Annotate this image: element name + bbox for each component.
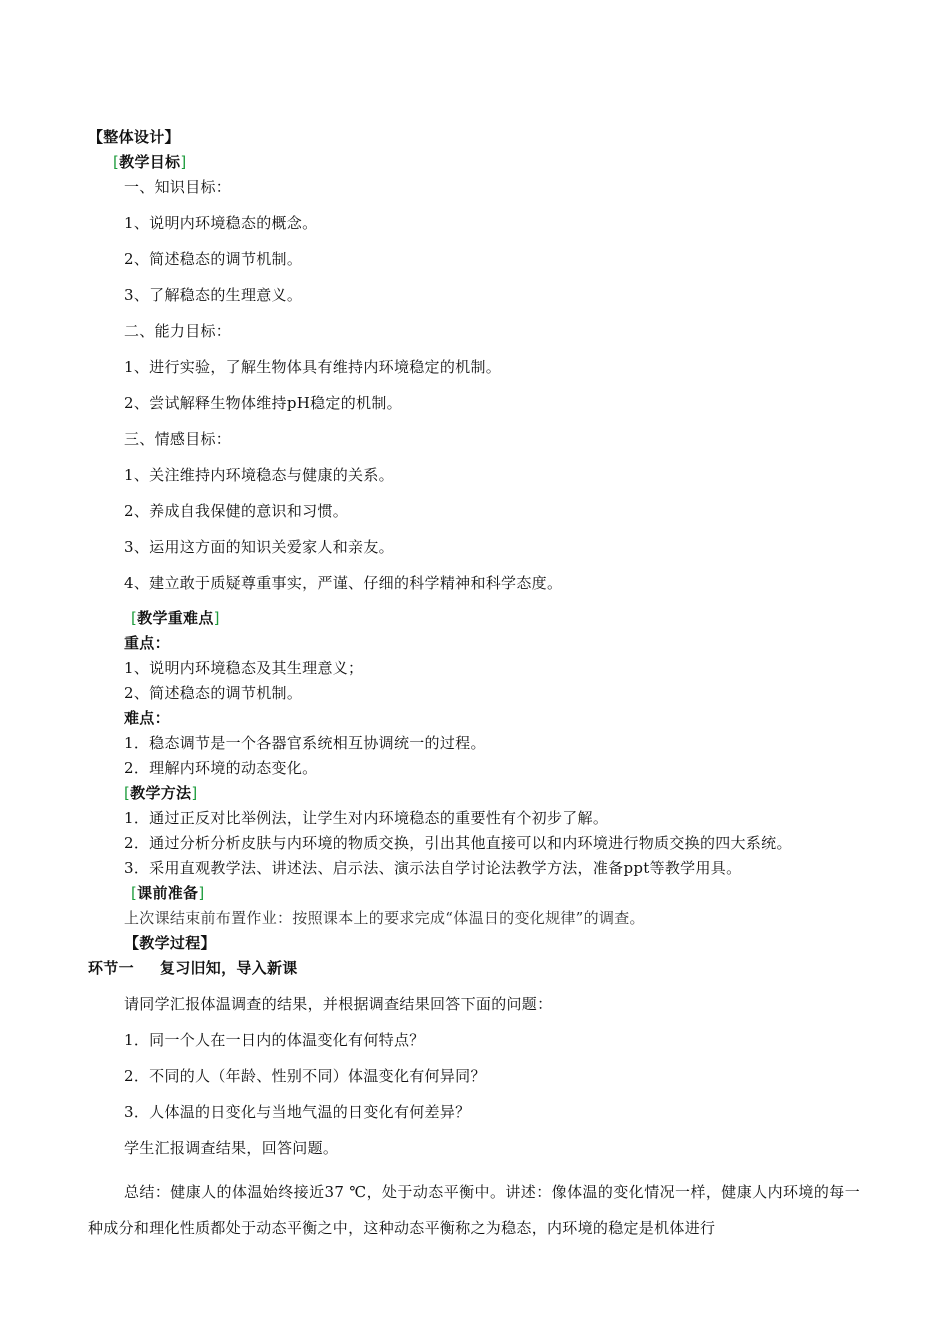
question-item: 3．人体温的日变化与当地气温的日变化有何差异？	[124, 1103, 471, 1121]
method-item: 1．通过正反对比举例法，让学生对内环境稳态的重要性有个初步了解。	[124, 809, 609, 827]
section-heading-teaching-goals	[113, 152, 187, 172]
method-item: 2．通过分析分析皮肤与内环境的物质交换，引出其他直接可以和内环境进行物质交换的四大系统。	[124, 834, 792, 852]
ability-goal-item: 1、进行实验，了解生物体具有维持内环境稳定的机制。	[124, 358, 502, 376]
step-intro: 请同学汇报体温调查的结果，并根据调查结果回答下面的问题：	[124, 995, 553, 1013]
emotion-goals-title: 三、情感目标：	[124, 430, 232, 448]
section-label: 课前准备	[137, 884, 199, 902]
emotion-goal-item: 2、养成自我保健的意识和习惯。	[124, 502, 349, 520]
bracket-open: [	[113, 153, 120, 171]
focus-item: 1、说明内环境稳态及其生理意义；	[124, 659, 364, 677]
bracket-open: [	[124, 784, 131, 802]
bracket-close: ]	[191, 784, 198, 802]
preparation-text: 上次课结束前布置作业：按照课本上的要求完成“体温日的变化规律”的调查。	[124, 909, 645, 927]
section-label: 教学目标	[119, 153, 181, 171]
difficulty-item: 2．理解内环境的动态变化。	[124, 759, 318, 777]
step-heading	[88, 958, 298, 978]
process-heading: 【教学过程】	[124, 934, 216, 952]
section-heading-key-points	[131, 608, 220, 628]
step-label: 环节一	[88, 959, 134, 977]
emotion-goal-item: 1、关注维持内环境稳态与健康的关系。	[124, 466, 394, 484]
bracket-close: ]	[198, 884, 205, 902]
knowledge-goal-item: 2、简述稳态的调节机制。	[124, 250, 303, 268]
focus-title: 重点：	[124, 634, 170, 652]
knowledge-goal-item: 1、说明内环境稳态的概念。	[124, 214, 318, 232]
bracket-open: [	[131, 609, 138, 627]
ability-goal-item: 2、尝试解释生物体维持pH稳定的机制。	[124, 394, 402, 412]
section-heading-methods	[124, 783, 198, 803]
question-item: 1．同一个人在一日内的体温变化有何特点？	[124, 1031, 425, 1049]
student-response: 学生汇报调查结果，回答问题。	[124, 1139, 339, 1157]
summary-paragraph: 总结：健康人的体温始终接近37 ℃，处于动态平衡中。讲述：像体温的变化情况一样，健康人内环境的每一种成分和理化性质都处于动态平衡之中，这种动态平衡称之为稳态，内环境的稳定是机体进行	[88, 1183, 860, 1237]
bracket-close: ]	[180, 153, 187, 171]
overall-design-heading: 【整体设计】	[88, 128, 180, 146]
knowledge-goal-item: 3、了解稳态的生理意义。	[124, 286, 303, 304]
step-title: 复习旧知，导入新课	[159, 959, 298, 977]
difficulty-item: 1．稳态调节是一个各器官系统相互协调统一的过程。	[124, 734, 486, 752]
emotion-goal-item: 3、运用这方面的知识关爱家人和亲友。	[124, 538, 394, 556]
knowledge-goals-title: 一、知识目标：	[124, 178, 232, 196]
bracket-close: ]	[213, 609, 220, 627]
bracket-open: [	[131, 884, 138, 902]
section-label: 教学方法	[130, 784, 192, 802]
focus-item: 2、简述稳态的调节机制。	[124, 684, 303, 702]
method-item: 3．采用直观教学法、讲述法、启示法、演示法自学讨论法教学方法，准备ppt等教学用具。	[124, 859, 742, 877]
emotion-goal-item: 4、建立敢于质疑尊重事实，严谨、仔细的科学精神和科学态度。	[124, 574, 563, 592]
difficulty-title: 难点：	[124, 709, 170, 727]
section-label: 教学重难点	[137, 609, 214, 627]
question-item: 2．不同的人（年龄、性别不同）体温变化有何异同？	[124, 1067, 486, 1085]
ability-goals-title: 二、能力目标：	[124, 322, 232, 340]
section-heading-preparation	[131, 883, 205, 903]
